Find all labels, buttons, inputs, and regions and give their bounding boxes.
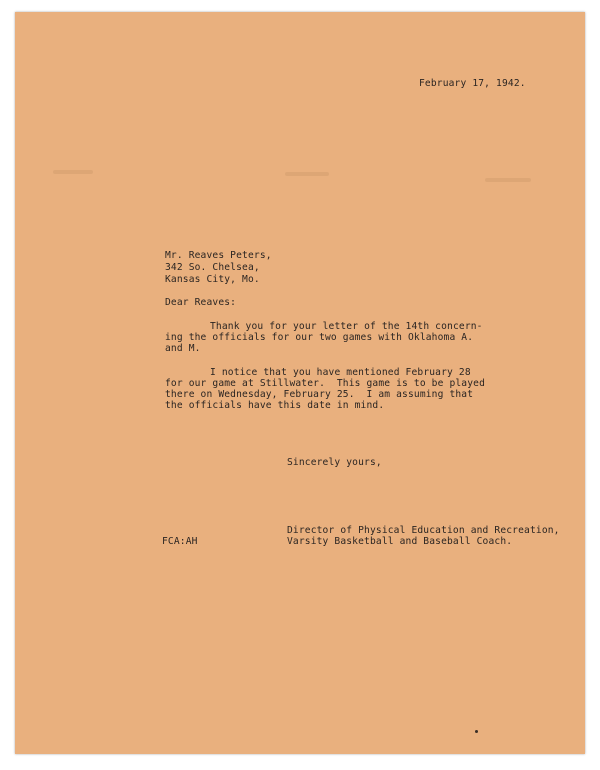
paragraph1-line2: ing the officials for our two games with Oklahoma A. <box>165 332 474 343</box>
recipient-street: 342 So. Chelsea, <box>165 262 260 273</box>
bleed-mark <box>485 178 531 182</box>
paragraph2-line4: the officials have this date in mind. <box>165 400 385 411</box>
paragraph1-line1: Thank you for your letter of the 14th concern- <box>210 321 483 332</box>
recipient-city: Kansas City, Mo. <box>165 274 260 285</box>
paragraph2-line3: there on Wednesday, February 25. I am assuming that <box>165 389 474 400</box>
paragraph2-line2: for our game at Stillwater. This game is to be played <box>165 378 485 389</box>
signature-title-line1: Director of Physical Education and Recreation, <box>287 525 560 536</box>
salutation: Dear Reaves: <box>165 297 237 308</box>
signature-title-line2: Varsity Basketball and Baseball Coach. <box>287 536 513 547</box>
closing: Sincerely yours, <box>287 457 382 468</box>
bleed-mark <box>53 170 93 174</box>
bleed-mark <box>285 172 329 176</box>
paragraph2-line1: I notice that you have mentioned February 28 <box>210 367 471 378</box>
paragraph1-line3: and M. <box>165 343 201 354</box>
letter-page <box>15 12 585 754</box>
paper-speck <box>475 730 478 733</box>
recipient-name: Mr. Reaves Peters, <box>165 250 272 261</box>
typist-initials: FCA:AH <box>162 536 198 547</box>
letter-date: February 17, 1942. <box>419 78 526 89</box>
